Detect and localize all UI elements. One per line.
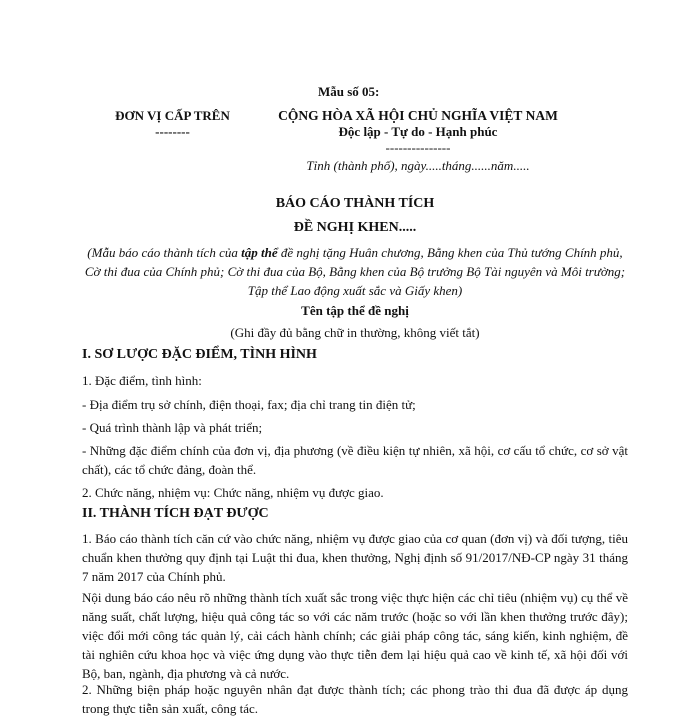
section-1-heading: I. SƠ LƯỢC ĐẶC ĐIỂM, TÌNH HÌNH <box>82 347 317 362</box>
section-2-paragraph: Nội dung báo cáo nêu rõ những thành tích xuất sắc trong việc thực hiện các chỉ tiêu (nhiệm vụ) cụ thể về năng suất, chất lượng, hiệu quả công tác so với các năm trước (hoặc so với lần khen thưởng trước đây); việc đổi mới công tác quản lý, cải cách hành chính; các giải pháp công tác, sáng kiến, kinh nghiệm, đề tài nghiên cứu khoa học và việc ứng dụng vào thực tiễn đem lại hiệu quả cao về kinh tế, xã hội đối với Bộ, ban, ngành, địa phương và cả nước. <box>82 590 628 681</box>
section-1-paragraph: - Địa điểm trụ sở chính, điện thoại, fax; địa chỉ trang tin điện tử; <box>82 397 416 412</box>
nation-title: CỘNG HÒA XÃ HỘI CHỦ NGHĨA VIỆT NAM <box>278 108 558 123</box>
section-2-heading: II. THÀNH TÍCH ĐẠT ĐƯỢC <box>82 506 269 521</box>
note-bold-collective: tập thể <box>241 245 278 260</box>
nation-motto: Độc lập - Tự do - Hạnh phúc <box>338 124 498 139</box>
report-title: BÁO CÁO THÀNH TÍCH <box>275 196 435 211</box>
report-subtitle: ĐỀ NGHỊ KHEN..... <box>293 220 417 235</box>
issuer-dashes: -------- <box>155 124 190 139</box>
issuer-org: ĐƠN VỊ CẤP TRÊN <box>115 108 230 123</box>
section-1-paragraph: - Quá trình thành lập và phát triển; <box>82 420 263 435</box>
collective-name-hint: (Ghi đầy đủ bằng chữ in thường, không viết tắt) <box>230 325 480 340</box>
template-note: (Mẫu báo cáo thành tích của tập thể đề nghị tặng Huân chương, Bằng khen của Thủ tướng Chính phủ, Cờ thi đua của Chính phủ; Cờ thi đua của Bộ, Bằng khen của Bộ trưởng Bộ Tài nguyên và Môi trường; Tập thể Lao động xuất sắc và Giấy khen) <box>84 245 626 298</box>
collective-name-label: Tên tập thể đề nghị <box>301 303 409 318</box>
section-1-paragraph: - Những đặc điểm chính của đơn vị, địa phương (về điều kiện tự nhiên, xã hội, cơ cấu tổ chức, cơ sở vật chất), các tổ chức đảng, đoàn thể. <box>82 443 628 477</box>
section-1-paragraph: 2. Chức năng, nhiệm vụ: Chức năng, nhiệm vụ được giao. <box>82 485 384 500</box>
place-date: Tỉnh (thành phố), ngày.....tháng......năm..... <box>306 158 530 173</box>
nation-dashes: --------------- <box>385 140 451 155</box>
form-label: Mẫu số 05: <box>318 84 380 99</box>
section-2-paragraph: 1. Báo cáo thành tích căn cứ vào chức năng, nhiệm vụ được giao của cơ quan (đơn vị) và đối tượng, tiêu chuẩn khen thưởng quy định tại Luật thi đua, khen thưởng, Nghị định số 91/2017/NĐ-CP ngày 31 tháng 7 năm 2017 của Chính phủ. <box>82 531 628 584</box>
section-1-paragraph: 1. Đặc điểm, tình hình: <box>82 373 202 388</box>
section-2-paragraph: 2. Những biện pháp hoặc nguyên nhân đạt được thành tích; các phong trào thi đua đã được áp dụng trong thực tiễn sản xuất, công tác. <box>82 682 628 716</box>
